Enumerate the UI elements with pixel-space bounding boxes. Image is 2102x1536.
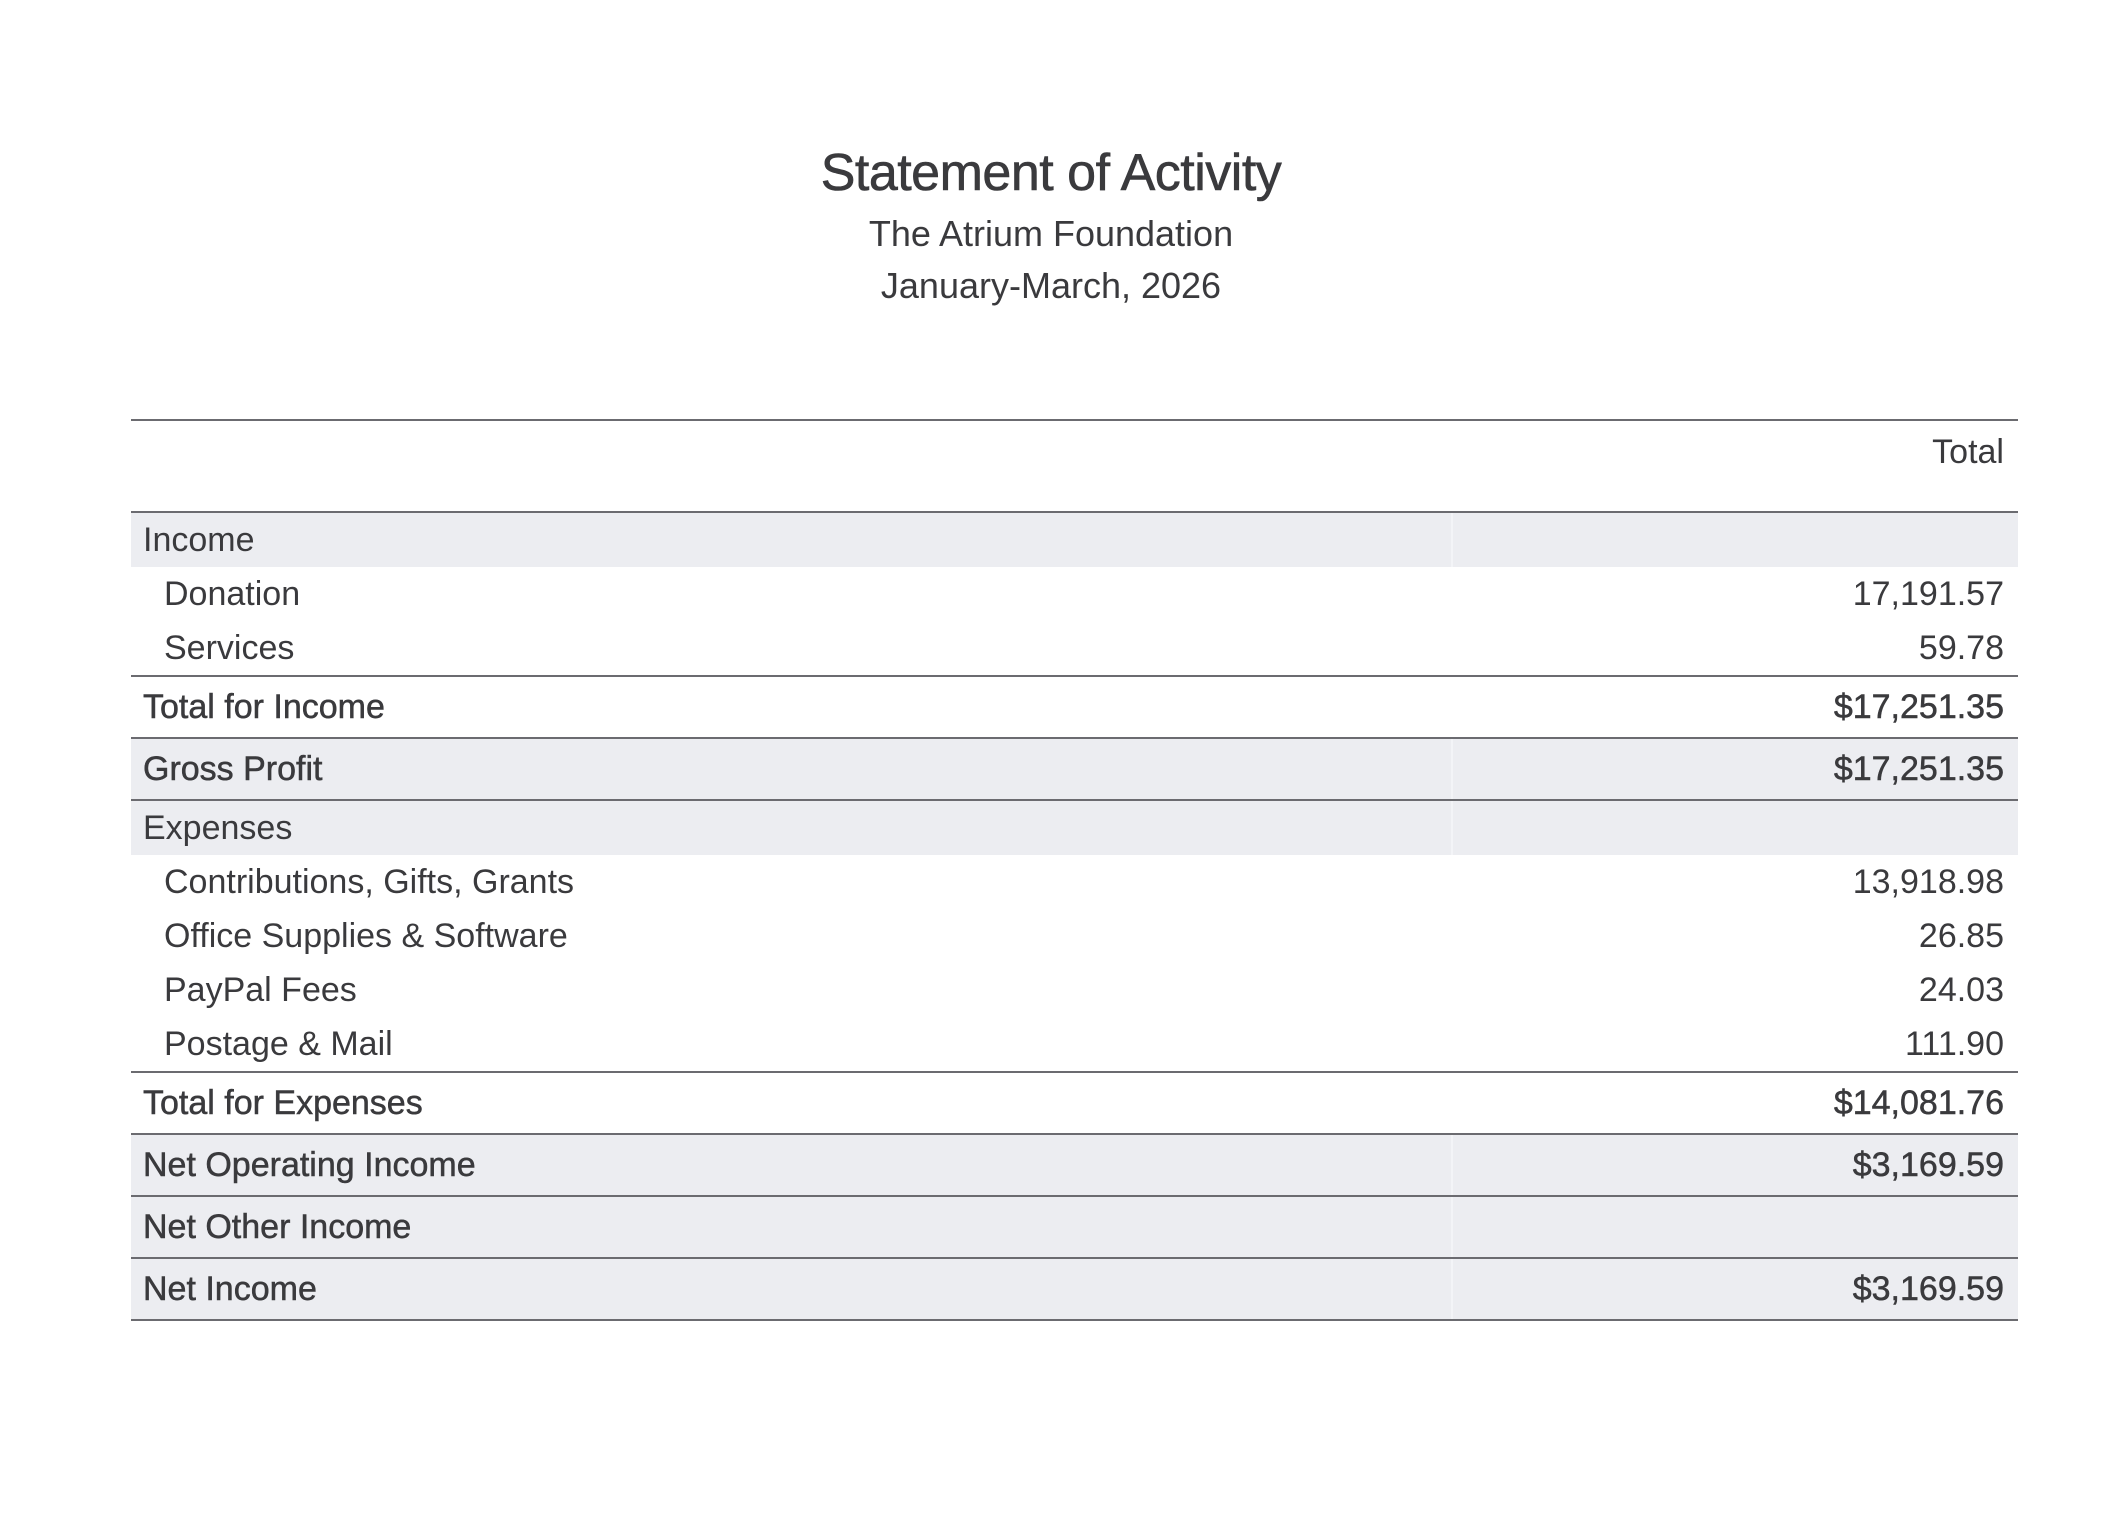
organization-name: The Atrium Foundation	[868, 213, 1234, 254]
row-value: $17,251.35	[1833, 687, 2004, 726]
row-label: Gross Profit	[143, 749, 323, 788]
column-header-total: Total	[1932, 433, 2004, 471]
expenses-section-row	[131, 799, 2018, 855]
activity-table	[131, 419, 2018, 1321]
report-header	[0, 138, 2102, 312]
row-value: $17,251.35	[1833, 749, 2004, 788]
row-label: Total for Expenses	[143, 1083, 423, 1122]
net-income-row	[131, 1257, 2018, 1321]
row-label: Net Operating Income	[143, 1145, 476, 1184]
income-section-row	[131, 513, 2018, 567]
row-label: Income	[143, 520, 255, 559]
row-value: $14,081.76	[1833, 1083, 2004, 1122]
column-header-row	[131, 421, 2018, 513]
postage-row	[131, 1017, 2018, 1071]
total-expenses-row	[131, 1071, 2018, 1133]
office-supplies-row	[131, 909, 2018, 963]
row-value: 59.78	[1918, 628, 2004, 667]
row-label: Contributions, Gifts, Grants	[164, 862, 575, 901]
row-value: 26.85	[1918, 916, 2004, 955]
net-operating-income-row	[131, 1133, 2018, 1195]
row-label: Services	[164, 628, 295, 667]
row-label: PayPal Fees	[164, 970, 357, 1009]
row-value: $3,169.59	[1852, 1145, 2004, 1184]
row-value: 17,191.57	[1852, 574, 2004, 613]
gross-profit-row	[131, 737, 2018, 799]
contributions-row	[131, 855, 2018, 909]
row-label: Net Income	[143, 1269, 317, 1308]
report-period: January-March, 2026	[880, 265, 1222, 306]
row-label: Office Supplies & Software	[164, 916, 568, 955]
row-label: Total for Income	[143, 687, 385, 726]
paypal-fees-row	[131, 963, 2018, 1017]
row-value: $3,169.59	[1852, 1269, 2004, 1308]
report-title: Statement of Activity	[820, 144, 1282, 202]
row-label: Donation	[164, 574, 301, 613]
row-value: 24.03	[1918, 970, 2004, 1009]
donation-row	[131, 567, 2018, 621]
row-value: 13,918.98	[1852, 862, 2004, 901]
services-row	[131, 621, 2018, 675]
total-income-row	[131, 675, 2018, 737]
row-label: Expenses	[143, 808, 293, 847]
row-label: Net Other Income	[143, 1207, 412, 1246]
net-other-income-row	[131, 1195, 2018, 1257]
row-value: 111.90	[1905, 1024, 2004, 1063]
row-label: Postage & Mail	[164, 1024, 393, 1063]
